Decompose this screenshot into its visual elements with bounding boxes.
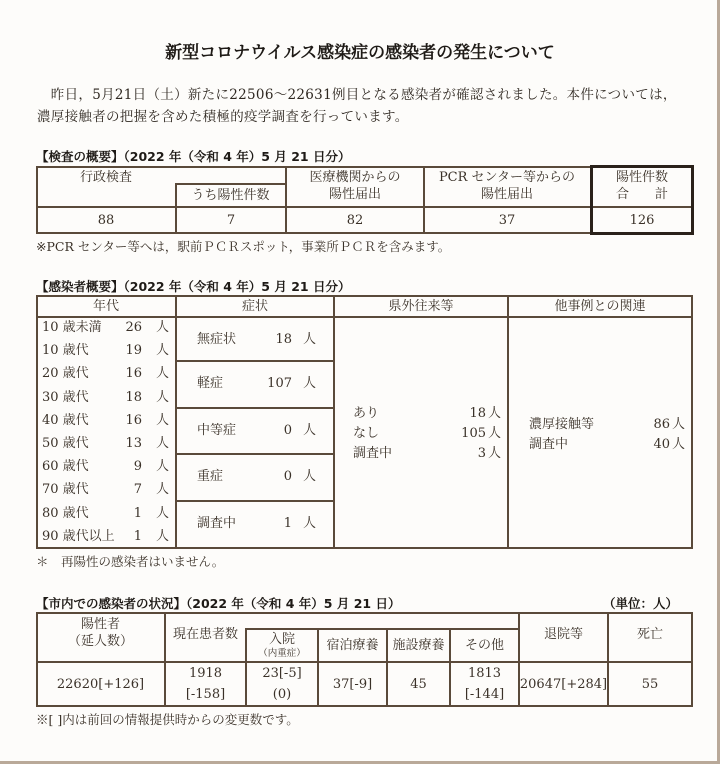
testing-heading: 【検査の概要】（2022 年（令和 4 年）5 月 21 日分） bbox=[36, 149, 351, 164]
table-border bbox=[507, 295, 509, 549]
age-label: 30 歳代 bbox=[42, 389, 89, 405]
testing-note: ※PCR センター等へは，駅前ＰＣＲスポット，事業所ＰＣＲを含みます。 bbox=[36, 239, 451, 254]
age-count: 1 bbox=[133, 505, 142, 521]
header-text: 陽性届出 bbox=[328, 187, 381, 202]
header-symptoms: 症状 bbox=[241, 298, 268, 314]
table-border bbox=[175, 295, 177, 549]
header-positive bbox=[36, 614, 165, 650]
header-pcr-center bbox=[424, 166, 590, 206]
table-border bbox=[175, 360, 333, 362]
symptom-label: 中等症 bbox=[197, 423, 237, 438]
value-severe: (0) bbox=[272, 687, 292, 702]
age-label: 80 歳代 bbox=[42, 505, 89, 521]
value-pcr: 37 bbox=[498, 212, 516, 228]
symptom-label: 無症状 bbox=[197, 332, 237, 347]
travel-count: 105 bbox=[461, 426, 486, 441]
age-unit: 人 bbox=[156, 343, 170, 359]
age-label: 10 歳未満 bbox=[42, 320, 102, 335]
table-border bbox=[175, 500, 333, 502]
age-unit: 人 bbox=[156, 505, 170, 521]
value-admin: 88 bbox=[97, 212, 115, 228]
city-heading: 【市内での感染者の状況】（2022 年（令和 4 年）5 月 21 日） bbox=[36, 596, 401, 611]
age-label: 90 歳代以上 bbox=[42, 528, 115, 544]
age-unit: 人 bbox=[156, 389, 170, 405]
age-unit: 人 bbox=[156, 459, 170, 475]
age-unit: 人 bbox=[156, 412, 170, 428]
age-label: 40 歳代 bbox=[42, 412, 89, 428]
header-admin-positive bbox=[175, 184, 286, 206]
age-count: 7 bbox=[133, 482, 142, 498]
value-facility: 45 bbox=[410, 676, 427, 692]
symptom-label: 調査中 bbox=[197, 516, 237, 531]
header-other: その他 bbox=[464, 637, 504, 653]
table-border bbox=[36, 316, 693, 318]
header-age: 年代 bbox=[92, 298, 119, 314]
age-count: 9 bbox=[133, 459, 142, 475]
age-count: 13 bbox=[125, 436, 142, 451]
relation-count: 40 bbox=[653, 437, 670, 452]
relation-count: 86 bbox=[653, 417, 670, 432]
value-current-patients bbox=[165, 663, 246, 705]
table-border bbox=[36, 547, 693, 549]
travel-label: 調査中 bbox=[353, 446, 393, 461]
header-medical bbox=[286, 166, 424, 206]
table-border bbox=[333, 295, 335, 549]
header-relation: 他事例との関連 bbox=[554, 298, 646, 314]
header-text: 入院 bbox=[268, 631, 295, 647]
table-border bbox=[175, 407, 333, 409]
value-text: 1918 bbox=[188, 666, 223, 681]
intro-paragraph: 昨日，5月21日（土）新たに22506～22631例目となる感染者が確認されました。本件については，濃厚接触者の把握を含めた積極的疫学調査を行っています。 bbox=[37, 87, 677, 125]
relation-unit: 人 bbox=[672, 437, 686, 452]
travel-count: 3 bbox=[477, 446, 486, 461]
unit-label: （単位：人） bbox=[603, 596, 679, 611]
header-text: （延人数） bbox=[67, 634, 133, 649]
table-border bbox=[175, 453, 333, 455]
age-count: 16 bbox=[125, 412, 142, 428]
symptom-unit: 人 bbox=[303, 469, 317, 484]
header-discharged: 退院等 bbox=[543, 626, 583, 642]
age-unit: 人 bbox=[156, 320, 170, 335]
relation-label: 濃厚接触等 bbox=[529, 417, 595, 432]
value-other bbox=[450, 663, 519, 705]
symptom-unit: 人 bbox=[303, 423, 317, 438]
value-discharged: 20647[+284] bbox=[519, 676, 608, 692]
symptom-count: 1 bbox=[283, 516, 292, 531]
value-deaths: 55 bbox=[641, 676, 659, 692]
age-label: 60 歳代 bbox=[42, 459, 89, 475]
symptom-count: 107 bbox=[267, 376, 292, 391]
age-unit: 人 bbox=[156, 482, 170, 498]
value-change: [-144] bbox=[464, 687, 505, 702]
header-text: 陽性届出 bbox=[480, 187, 533, 202]
age-unit: 人 bbox=[156, 528, 170, 544]
page-title: 新型コロナウイルス感染症の感染者の発生について bbox=[165, 43, 555, 63]
value-change: [-158] bbox=[185, 687, 226, 702]
age-count: 19 bbox=[125, 343, 142, 359]
header-current-patients: 現在患者数 bbox=[172, 626, 238, 642]
travel-unit: 人 bbox=[488, 426, 502, 441]
travel-count: 18 bbox=[469, 406, 486, 421]
value-text: 1813 bbox=[467, 666, 502, 681]
age-label: 10 歳代 bbox=[42, 343, 89, 359]
value-hospital bbox=[246, 663, 318, 705]
value-admin-positive: 7 bbox=[226, 212, 236, 228]
header-hotel: 宿泊療養 bbox=[326, 637, 379, 653]
overview-heading: 【感染者概要】（2022 年（令和 4 年）5 月 21 日分） bbox=[36, 279, 351, 294]
age-label: 50 歳代 bbox=[42, 436, 89, 451]
symptom-count: 0 bbox=[283, 423, 292, 438]
header-admin-testing bbox=[36, 166, 286, 184]
travel-unit: 人 bbox=[488, 446, 502, 461]
travel-label: なし bbox=[353, 426, 380, 441]
age-unit: 人 bbox=[156, 436, 170, 451]
table-border bbox=[590, 232, 694, 235]
city-note: ※[ ]内は前回の情報提供時からの変更数です。 bbox=[36, 712, 299, 727]
table-border bbox=[36, 705, 693, 707]
symptom-label: 軽症 bbox=[197, 376, 224, 391]
age-label: 70 歳代 bbox=[42, 482, 89, 498]
header-travel: 県外往来等 bbox=[388, 298, 454, 314]
symptom-unit: 人 bbox=[303, 332, 317, 347]
symptom-label: 重症 bbox=[197, 469, 224, 484]
header-subtext: （内重症） bbox=[258, 647, 306, 659]
value-text: 23[-5] bbox=[262, 666, 302, 681]
value-hotel: 37[-9] bbox=[332, 676, 373, 692]
table-border bbox=[36, 295, 38, 549]
header-total bbox=[592, 166, 692, 206]
age-label: 20 歳代 bbox=[42, 366, 89, 382]
overview-note: ＊ 再陽性の感染者はいません。 bbox=[36, 554, 225, 569]
value-medical: 82 bbox=[346, 212, 364, 228]
header-text: PCR センター等からの bbox=[438, 170, 576, 185]
relation-label: 調査中 bbox=[529, 437, 569, 452]
header-text: 陽性件数 bbox=[615, 170, 668, 185]
header-deaths: 死亡 bbox=[636, 626, 663, 642]
symptom-count: 18 bbox=[275, 332, 292, 347]
value-positive: 22620[+126] bbox=[56, 676, 145, 692]
age-count: 16 bbox=[125, 366, 142, 382]
symptom-unit: 人 bbox=[303, 376, 317, 391]
symptom-count: 0 bbox=[283, 469, 292, 484]
header-facility: 施設療養 bbox=[392, 637, 445, 653]
header-text: 行政検査 bbox=[79, 169, 132, 185]
travel-unit: 人 bbox=[488, 406, 502, 421]
header-text: 陽性者 bbox=[80, 617, 120, 632]
travel-label: あり bbox=[353, 406, 380, 421]
age-count: 18 bbox=[125, 389, 142, 405]
age-unit: 人 bbox=[156, 366, 170, 382]
header-text: 合 計 bbox=[615, 187, 668, 202]
value-total: 126 bbox=[629, 212, 655, 228]
age-count: 26 bbox=[125, 320, 142, 335]
header-text: うち陽性件数 bbox=[191, 187, 270, 203]
table-border bbox=[691, 295, 693, 549]
header-text: 医療機関からの bbox=[309, 170, 401, 185]
relation-unit: 人 bbox=[672, 417, 686, 432]
symptom-unit: 人 bbox=[303, 516, 317, 531]
age-count: 1 bbox=[133, 528, 142, 544]
header-hospital bbox=[246, 629, 318, 661]
